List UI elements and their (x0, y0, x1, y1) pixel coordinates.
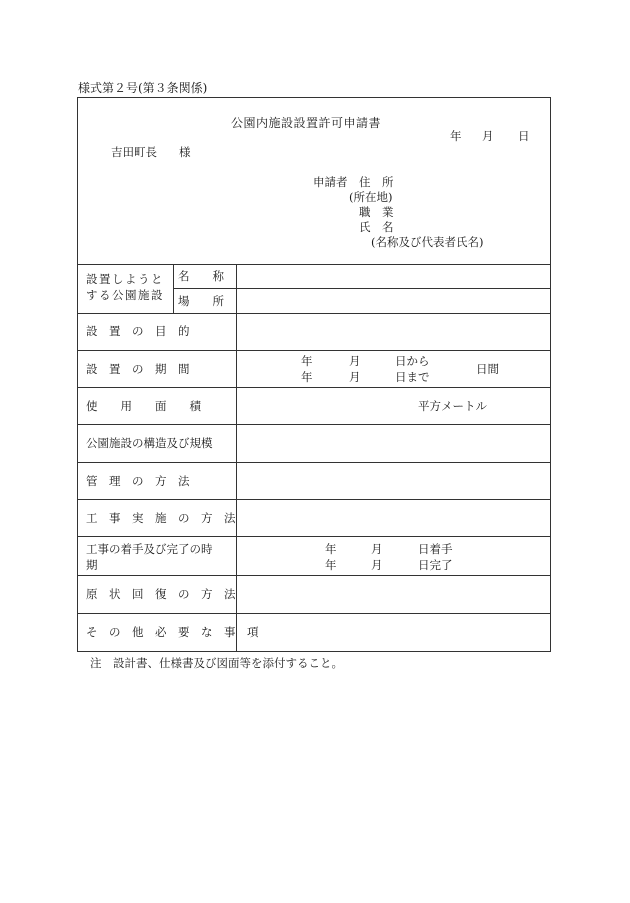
facility-place-label: 場 所 (178, 294, 224, 308)
period-end-year: 年 (301, 370, 313, 384)
period-end-month: 月 (349, 370, 361, 384)
schedule-end-day: 日完了 (418, 558, 453, 572)
structure-field[interactable] (237, 425, 549, 462)
facility-label-line1: 設置しようと (86, 272, 164, 286)
schedule-start-year: 年 (325, 542, 337, 556)
area-field[interactable] (237, 388, 407, 424)
row-divider (78, 350, 550, 351)
facility-label-line2: する公園施設 (86, 288, 164, 302)
facility-place-field[interactable] (237, 289, 549, 313)
addressee-suffix: 様 (179, 145, 191, 159)
form-reference: 様式第２号(第３条関係) (78, 81, 208, 95)
application-form-frame (77, 97, 551, 652)
purpose-field[interactable] (237, 314, 549, 350)
other-label: そ の 他 必 要 な 事 項 (86, 625, 259, 639)
applicant-label: 申請者 (313, 175, 348, 189)
area-label: 使 用 面 積 (86, 399, 201, 413)
applicant-location-label: (所在地) (349, 190, 393, 204)
facility-name-label: 名 称 (178, 269, 224, 283)
form-title: 公園内施設設置許可申請書 (231, 116, 382, 130)
restoration-label: 原 状 回 復 の 方 法 (86, 587, 236, 601)
period-label: 設 置 の 期 間 (86, 362, 190, 376)
date-year-label: 年 (450, 129, 462, 143)
management-field[interactable] (237, 463, 549, 499)
purpose-label: 設 置 の 目 的 (86, 324, 190, 338)
schedule-label-line1: 工事の着手及び完了の時 (86, 542, 213, 556)
structure-label: 公園施設の構造及び規模 (86, 436, 213, 450)
period-start-year: 年 (301, 354, 313, 368)
construction-method-label: 工 事 実 施 の 方 法 (86, 511, 236, 525)
construction-method-field[interactable] (237, 500, 549, 536)
column-divider (173, 264, 174, 313)
footnote: 注 設計書、仕様書及び図面等を添付すること。 (90, 656, 343, 670)
date-month-label: 月 (482, 129, 494, 143)
addressee: 吉田町長 (111, 145, 157, 159)
period-start-day: 日から (395, 354, 430, 368)
row-divider (78, 536, 550, 537)
period-end-day: 日まで (395, 370, 430, 384)
management-label: 管 理 の 方 法 (86, 474, 190, 488)
schedule-start-month: 月 (371, 542, 383, 556)
schedule-start-day: 日着手 (418, 542, 453, 556)
facility-name-field[interactable] (237, 265, 549, 288)
area-unit: 平方メートル (418, 399, 487, 413)
period-days: 日間 (476, 362, 499, 376)
schedule-end-month: 月 (371, 558, 383, 572)
applicant-name-note: (名称及び代表者氏名) (371, 235, 484, 249)
restoration-field[interactable] (237, 576, 549, 613)
date-day-label: 日 (518, 129, 530, 143)
schedule-label-line2: 期 (86, 558, 98, 572)
applicant-occupation-label: 職 業 (359, 205, 394, 219)
other-field[interactable] (237, 614, 549, 651)
applicant-name-label: 氏 名 (359, 220, 394, 234)
schedule-end-year: 年 (325, 558, 337, 572)
applicant-address-label: 住 所 (359, 175, 394, 189)
period-start-month: 月 (349, 354, 361, 368)
